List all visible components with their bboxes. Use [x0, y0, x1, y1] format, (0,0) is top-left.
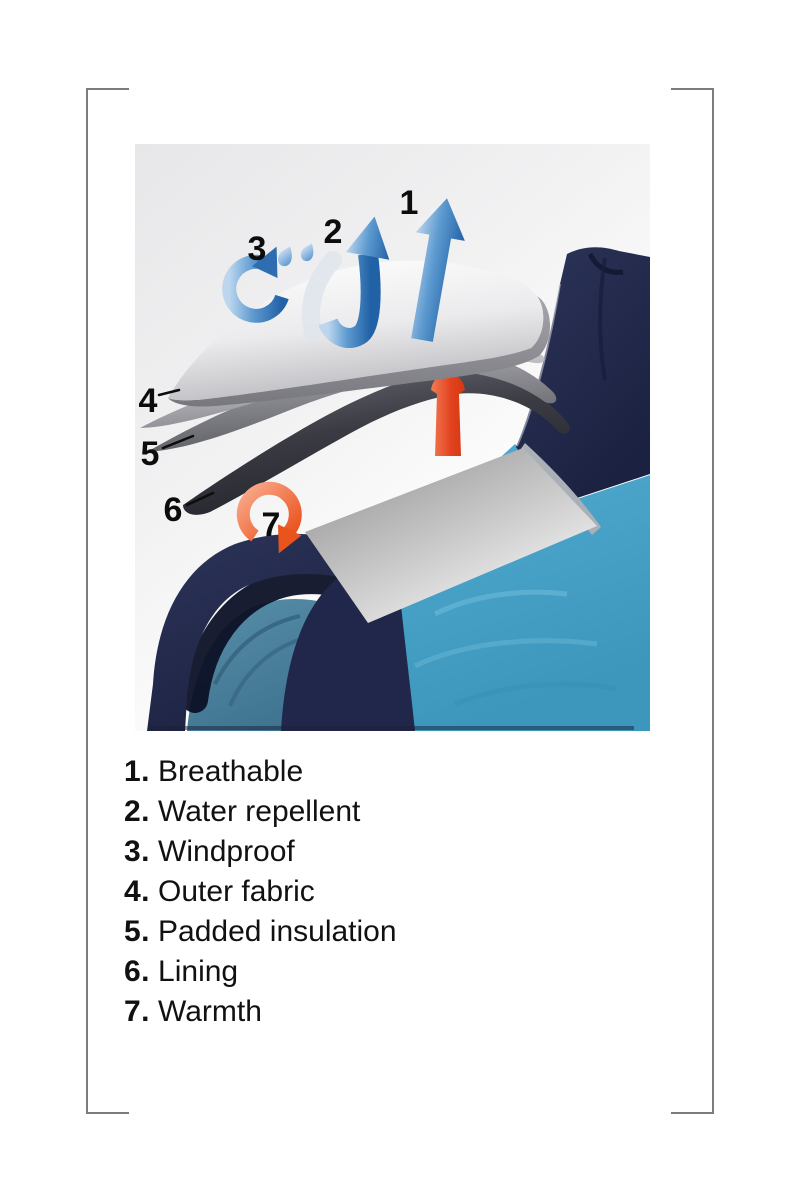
legend-item — [124, 992, 397, 1032]
legend-item — [124, 752, 397, 792]
callout-number-2: 2 — [323, 213, 343, 251]
callout-number-7: 7 — [261, 506, 281, 544]
callout-number-1: 1 — [399, 184, 419, 222]
legend-item — [124, 792, 397, 832]
feature-legend — [124, 752, 397, 1032]
callout-number-3: 3 — [247, 230, 267, 268]
callout-number-4: 4 — [138, 382, 158, 420]
legend-label: Breathable — [158, 755, 304, 788]
callout-number-5: 5 — [140, 435, 160, 473]
product-illustration — [135, 144, 650, 731]
legend-number: 5. — [124, 915, 151, 948]
jacket-bottom-shadow — [149, 726, 634, 730]
legend-item — [124, 912, 397, 952]
legend-label: Outer fabric — [158, 875, 315, 908]
legend-label: Water repellent — [158, 795, 361, 828]
legend-item — [124, 832, 397, 872]
legend-number: 6. — [124, 955, 151, 988]
legend-number: 2. — [124, 795, 151, 828]
legend-label: Lining — [158, 955, 239, 988]
callout-number-6: 6 — [163, 491, 183, 529]
legend-number: 3. — [124, 835, 151, 868]
legend-item — [124, 872, 397, 912]
legend-label: Padded insulation — [158, 915, 397, 948]
legend-number: 4. — [124, 875, 151, 908]
crop-mark-left-bracket — [86, 88, 129, 1114]
legend-label: Warmth — [158, 995, 262, 1028]
legend-number: 7. — [124, 995, 151, 1028]
legend-label: Windproof — [158, 835, 295, 868]
legend-item — [124, 952, 397, 992]
legend-number: 1. — [124, 755, 151, 788]
crop-mark-right-bracket — [671, 88, 714, 1114]
